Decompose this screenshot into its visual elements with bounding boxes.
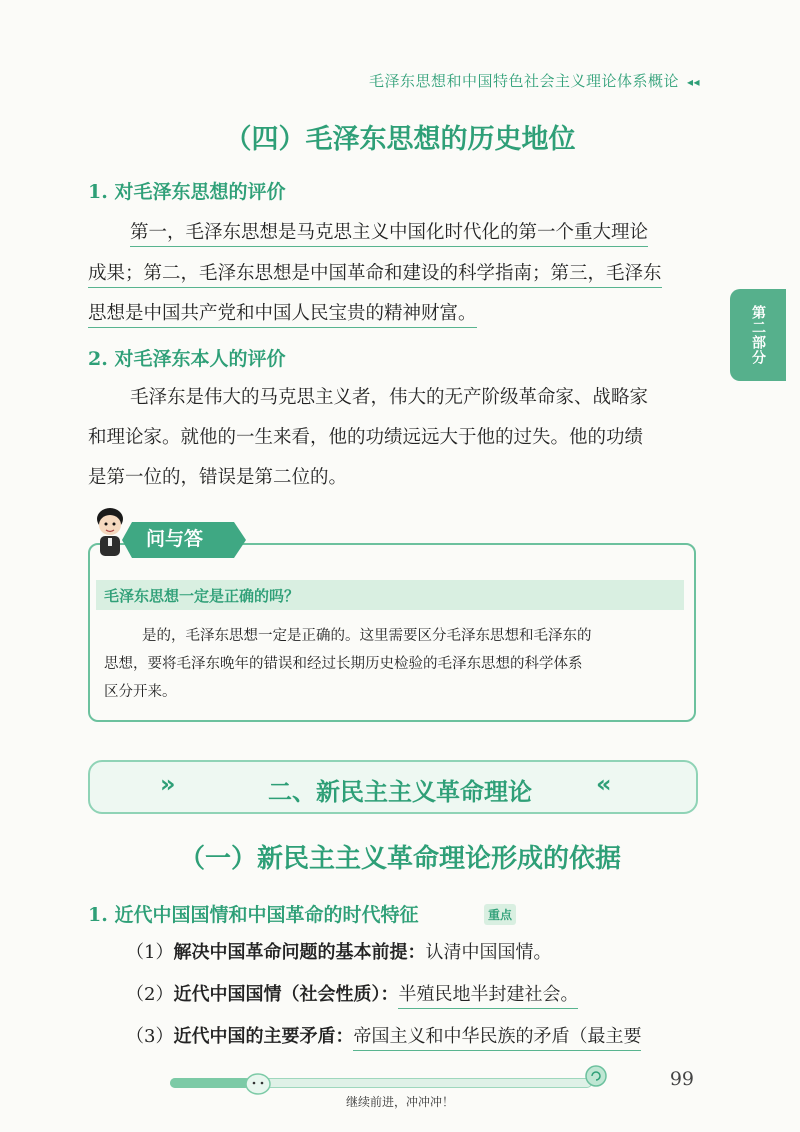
mascot-icon (243, 1068, 273, 1096)
key-point-badge: 重点 (484, 904, 516, 925)
qa-answer-line: 区分开来。 (104, 684, 177, 700)
paragraph-line: 毛泽东是伟大的马克思主义者，伟大的无产阶级革命家、战略家 (130, 387, 649, 408)
subheading-evaluation-person: 2. 对毛泽东本人的评价 (88, 348, 286, 370)
swirl-icon (584, 1064, 608, 1088)
list-item: （2）近代中国国情（社会性质）：半殖民地半封建社会。 (126, 980, 578, 1006)
page-number: 99 (669, 1068, 694, 1090)
qa-question: 毛泽东思想一定是正确的吗？ (104, 587, 300, 605)
qa-tag-label: 问与答 (146, 528, 204, 550)
chapter-banner-title: 二、新民主主义革命理论 (268, 778, 532, 806)
paragraph-line: 和理论家。就他的一生来看，他的功绩远远大于他的过失。他的功绩 (88, 427, 644, 448)
paragraph-line: 是第一位的，错误是第二位的。 (88, 467, 348, 488)
section-title-1: （一）新民主主义革命理论形成的依据 (178, 844, 621, 874)
part-tab-label: 第二部分 (750, 305, 766, 365)
progress-fill (170, 1078, 250, 1088)
running-head (369, 70, 700, 91)
footer-slogan: 继续前进，冲冲冲！ (345, 1095, 454, 1109)
list-item: （1）解决中国革命问题的基本前提：认清中国国情。 (126, 942, 552, 963)
subheading-evaluation-thought: 1. 对毛泽东思想的评价 (88, 181, 286, 203)
cartoon-avatar-icon (90, 505, 130, 561)
part-tab[interactable] (730, 289, 786, 381)
list-item: （3）近代中国的主要矛盾：帝国主义和中华民族的矛盾（最主要 (126, 1022, 641, 1048)
qa-answer-line: 是的，毛泽东思想一定是正确的。这里需要区分毛泽东思想和毛泽东的 (142, 628, 592, 644)
subheading-national-conditions: 1. 近代中国国情和中国革命的时代特征 (88, 904, 419, 926)
qa-answer-line: 思想，要将毛泽东晚年的错误和经过长期历史检验的毛泽东思想的科学体系 (104, 656, 583, 672)
paragraph-line: 第一，毛泽东思想是马克思主义中国化时代化的第一个重大理论 (130, 220, 648, 246)
running-head-text: 毛泽东思想和中国特色社会主义理论体系概论 (368, 72, 679, 90)
chevron-right-icon: » (160, 770, 176, 798)
paragraph-line: 成果；第二，毛泽东思想是中国革命和建设的科学指南；第三，毛泽东 (88, 261, 662, 287)
double-arrow-icon: ◂◂ (686, 75, 700, 89)
paragraph-line: 思想是中国共产党和中国人民宝贵的精神财富。 (88, 301, 477, 327)
section-title-4: （四）毛泽东思想的历史地位 (224, 124, 576, 155)
chevron-left-icon: « (596, 770, 612, 798)
